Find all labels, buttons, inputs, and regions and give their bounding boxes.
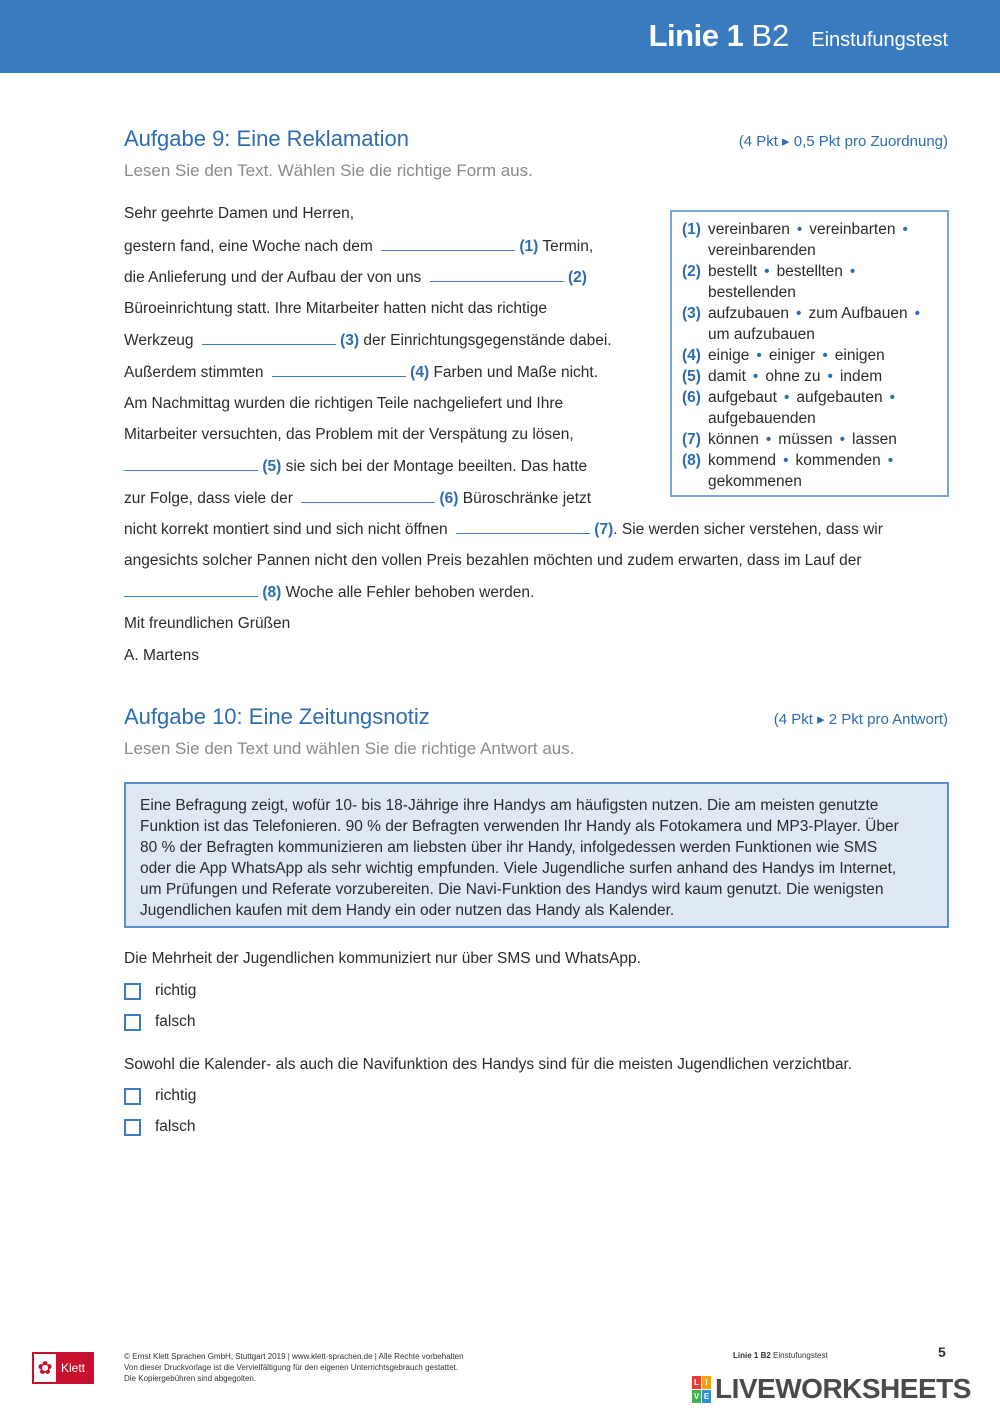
newspaper-note-box — [124, 782, 949, 928]
q2-option-richtig[interactable] — [124, 1087, 196, 1105]
text: Außerdem stimmten — [124, 364, 264, 381]
option-number: (7) — [682, 431, 701, 448]
option-number: (5) — [682, 368, 701, 385]
option-word: vereinbarten — [809, 221, 896, 238]
text: zur Folge, dass viele der — [124, 490, 293, 507]
note-line: Eine Befragung zeigt, wofür 10- bis 18-Jährige ihre Handys am häufigsten nutzen. Die am meisten genutzte — [140, 797, 879, 814]
letter-line — [124, 268, 587, 287]
task10-title: Aufgabe 10: Eine Zeitungsnotiz — [124, 704, 430, 729]
letter-line: Am Nachmittag wurden die richtigen Teile nachgeliefert und Ihre — [124, 395, 564, 412]
copyright-line: Von dieser Druckvorlage ist die Vervielfältigung für den eigenen Unterrichtsgebrauch gestattet. — [124, 1363, 458, 1372]
footer-book-title — [733, 1351, 828, 1360]
gap-number: (5) — [262, 458, 282, 475]
option-label: falsch — [155, 1118, 196, 1135]
letter-line: Büroeinrichtung statt. Ihre Mitarbeiter hatten nicht das richtige — [124, 300, 548, 317]
option-word: vereinbaren — [708, 221, 790, 238]
bullet-icon: • — [765, 431, 772, 448]
option-word: einige — [708, 347, 750, 364]
header-subtitle: Einstufungstest — [811, 29, 948, 51]
gap-1-input[interactable] — [381, 237, 515, 251]
gap-2-input[interactable] — [430, 268, 564, 282]
level-label: B2 — [751, 18, 790, 53]
gap-6-input[interactable] — [301, 489, 435, 503]
text: gestern fand, eine Woche nach dem — [124, 238, 373, 255]
option-row-8 — [682, 450, 937, 492]
option-word: aufgebauten — [796, 389, 883, 406]
text: Farben und Maße nicht. — [433, 364, 598, 381]
option-number: (3) — [682, 305, 701, 322]
gap-number: (4) — [410, 364, 430, 381]
text: Büroschränke jetzt — [462, 490, 592, 507]
option-number: (8) — [682, 452, 701, 469]
page-header — [0, 0, 1000, 73]
q1-falsch-checkbox[interactable] — [124, 1014, 141, 1031]
option-word: aufgebauenden — [708, 410, 816, 427]
lw-letter: L — [692, 1376, 701, 1389]
letter-line — [124, 489, 591, 508]
lw-letter: E — [703, 1391, 710, 1401]
page-number: 5 — [938, 1344, 946, 1360]
option-word: bestellt — [708, 263, 758, 280]
option-word: können — [708, 431, 759, 448]
gap-number: (1) — [519, 238, 539, 255]
lw-letter: V — [693, 1391, 700, 1401]
bullet-icon: • — [827, 368, 833, 385]
letter-line: angesichts solcher Pannen nicht den vollen Preis bezahlen möchten und zudem erwarten, dass im Lauf der — [124, 552, 862, 569]
bullet-icon: • — [902, 221, 908, 238]
bullet-icon: • — [756, 347, 762, 364]
book-name: Linie 1 B2 — [733, 1351, 771, 1360]
option-number: (2) — [682, 263, 701, 280]
option-row-4 — [682, 345, 937, 366]
option-row-5 — [682, 366, 937, 387]
option-word: vereinbarenden — [708, 242, 816, 259]
option-word: aufzubauen — [708, 305, 790, 322]
letter-line — [124, 457, 587, 476]
option-word: gekommenen — [708, 473, 802, 490]
letter-closing: Mit freundlichen Grüßen — [124, 615, 291, 632]
note-line: Jugendlichen kaufen mit dem Handy ein oder nutzen das Handy als Kalender. — [140, 902, 675, 919]
task9-header — [124, 126, 948, 152]
watermark-text: LIVEWORKSHEETS — [715, 1373, 971, 1404]
options-box — [670, 210, 949, 497]
gap-number: (7) — [594, 521, 614, 538]
q1-option-falsch[interactable] — [124, 1013, 196, 1031]
note-line: oder die App WhatsApp als sehr wichtig empfunden. Viele Jugendliche surfen anhand des Handys im Internet, — [140, 860, 897, 877]
letter-line — [124, 331, 612, 350]
option-word: kommenden — [795, 452, 881, 469]
option-word: bestellten — [776, 263, 843, 280]
letter-signature: A. Martens — [124, 647, 199, 664]
book-subtitle: Einstufungstest — [773, 1351, 828, 1360]
option-row-1 — [682, 219, 937, 261]
option-word: damit — [708, 368, 746, 385]
text: Woche alle Fehler behoben werden. — [285, 584, 535, 601]
note-line: 80 % der Befragten kommunizieren am liebsten über ihr Handy, infolgedessen werden Funktionen wie SMS — [140, 839, 878, 856]
text: nicht korrekt montiert sind und sich nicht öffnen — [124, 521, 448, 538]
question-2: Sowohl die Kalender- als auch die Navifunktion des Handys sind für die meisten Jugendlichen verzichtbar. — [124, 1056, 853, 1073]
option-row-6 — [682, 387, 937, 429]
text: Werkzeug — [124, 332, 194, 349]
liveworksheets-watermark — [692, 1373, 971, 1405]
option-word: bestellenden — [708, 284, 796, 301]
option-number: (1) — [682, 221, 701, 238]
text: . Sie werden sicher verstehen, dass wir — [613, 521, 883, 538]
text: Termin, — [542, 238, 594, 255]
q2-option-falsch[interactable] — [124, 1118, 196, 1136]
header-title — [649, 18, 948, 54]
bullet-icon: • — [783, 452, 789, 469]
brand-name: Linie 1 — [648, 18, 744, 53]
gap-number: (6) — [439, 490, 459, 507]
liveworksheets-icon — [692, 1376, 711, 1403]
bullet-icon: • — [764, 263, 770, 280]
bullet-icon: • — [849, 263, 856, 280]
text: die Anlieferung und der Aufbau der von uns — [124, 269, 422, 286]
option-word: um aufzubauen — [708, 326, 815, 343]
gap-7-input[interactable] — [456, 520, 590, 534]
option-row-7 — [682, 429, 937, 450]
task9-points: (4 Pkt ▸ 0,5 Pkt pro Zuordnung) — [738, 133, 948, 150]
bullet-icon: • — [839, 431, 846, 448]
text: sie sich bei der Montage beeilten. Das hatte — [285, 458, 588, 475]
bullet-icon: • — [796, 221, 803, 238]
task10-header — [124, 704, 948, 730]
gap-3-input[interactable] — [202, 331, 336, 345]
lw-letter: I — [702, 1376, 711, 1389]
task10-points: (4 Pkt ▸ 2 Pkt pro Antwort) — [773, 711, 948, 728]
note-line: um Prüfungen und Referate vorzubereiten. Die Navi-Funktion des Handys wird kaum genutzt. Die wenigsten — [140, 881, 884, 898]
q1-richtig-checkbox[interactable] — [124, 983, 141, 1000]
text: der Einrichtungsgegenstände dabei. — [363, 332, 612, 349]
gap-number: (2) — [567, 269, 587, 286]
task10-instruction: Lesen Sie den Text und wählen Sie die richtige Antwort aus. — [124, 739, 575, 758]
copyright-line: © Ernst Klett Sprachen GmbH, Stuttgart 2019 | www.klett-sprachen.de | Alle Rechte vorbehalten — [124, 1352, 464, 1361]
option-number: (4) — [682, 347, 701, 364]
option-word: aufgebaut — [708, 389, 777, 406]
task9-instruction: Lesen Sie den Text. Wählen Sie die richtige Form aus. — [124, 161, 533, 180]
gap-8-input[interactable] — [124, 583, 258, 597]
bullet-icon: • — [796, 305, 802, 322]
option-label: richtig — [155, 982, 197, 999]
option-word: kommend — [708, 452, 777, 469]
option-word: ohne zu — [765, 368, 821, 385]
copyright-notice — [124, 1351, 464, 1384]
option-word: einiger — [768, 347, 816, 364]
option-label: richtig — [155, 1087, 197, 1104]
letter-line — [124, 363, 598, 382]
bullet-icon: • — [783, 389, 790, 406]
gap-number: (3) — [340, 332, 360, 349]
bullet-icon: • — [914, 305, 921, 322]
option-word: zum Aufbauen — [808, 305, 908, 322]
note-line: Funktion ist das Telefonieren. 90 % der Befragten verwenden Ihr Handy als Fotokamera und MP3-Player. Über — [140, 818, 899, 835]
bullet-icon: • — [889, 389, 896, 406]
letter-line — [124, 237, 593, 256]
bullet-icon: • — [887, 452, 894, 469]
copyright-line: Die Kopiergebühren sind abgegolten. — [124, 1374, 257, 1383]
logo-text: Klett — [61, 1361, 86, 1375]
bullet-icon: • — [752, 368, 759, 385]
klett-logo — [32, 1352, 94, 1384]
letter-line — [124, 520, 883, 539]
option-word: müssen — [778, 431, 833, 448]
option-row-2 — [682, 261, 937, 303]
letter-line — [124, 583, 534, 602]
option-word: lassen — [852, 431, 897, 448]
option-number: (6) — [682, 389, 701, 406]
option-row-3 — [682, 303, 937, 345]
task9-title: Aufgabe 9: Eine Reklamation — [124, 126, 409, 151]
q2-falsch-checkbox[interactable] — [124, 1119, 141, 1136]
gap-5-input[interactable] — [124, 457, 258, 471]
q2-richtig-checkbox[interactable] — [124, 1088, 141, 1105]
option-word: einigen — [834, 347, 885, 364]
question-1: Die Mehrheit der Jugendlichen kommuniziert nur über SMS und WhatsApp. — [124, 950, 641, 967]
option-word: indem — [839, 368, 883, 385]
letter-line: Mitarbeiter versuchten, das Problem mit der Verspätung zu lösen, — [124, 426, 574, 443]
klett-flower-icon: ✿ — [32, 1352, 58, 1384]
gap-number: (8) — [262, 584, 282, 601]
bullet-icon: • — [822, 347, 828, 364]
letter-salutation: Sehr geehrte Damen und Herren, — [124, 205, 355, 222]
q1-option-richtig[interactable] — [124, 982, 196, 1000]
gap-4-input[interactable] — [272, 363, 406, 377]
option-label: falsch — [155, 1013, 196, 1030]
